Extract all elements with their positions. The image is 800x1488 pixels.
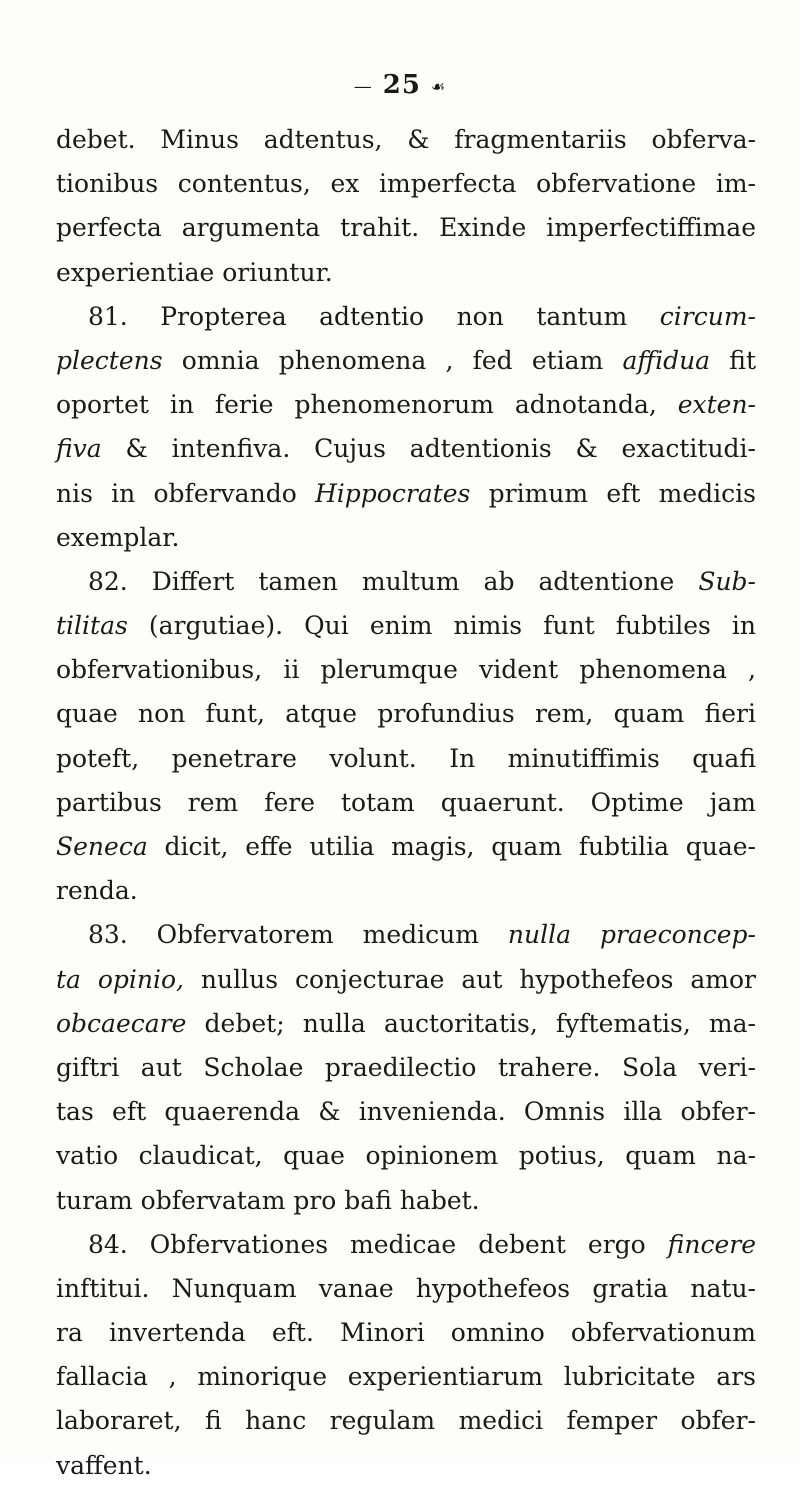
text-line: plectens omnia phenomena , fed etiam affidua fit bbox=[56, 345, 757, 375]
text-line: ta opinio, nullus conjecturae aut hypothefeos amor bbox=[56, 964, 756, 994]
text-line: obfervationibus, ii plerumque vident phenomena , bbox=[56, 655, 756, 685]
text-line: fiva & intenfiva. Cujus adtentionis & exactitudi- bbox=[56, 434, 756, 464]
text-line: 82. Differt tamen multum ab adtentione Sub- bbox=[88, 566, 756, 596]
page-number: 25 bbox=[382, 70, 421, 100]
header-dash: — bbox=[353, 75, 373, 97]
text-line: oportet in ferie phenomenorum adnotanda, exten- bbox=[56, 390, 756, 420]
header-ornament: ☙ bbox=[430, 76, 447, 96]
text-line: exemplar. bbox=[56, 522, 180, 552]
text-line: turam obfervatam pro bafi habet. bbox=[56, 1185, 480, 1215]
text-line: poteft, penetrare volunt. In minutiffimis quafi bbox=[56, 743, 756, 773]
text-line: debet. Minus adtentus, & fragmentariis obferva- bbox=[56, 125, 756, 154]
text-line: obcaecare debet; nulla auctoritatis, fyftematis, ma- bbox=[56, 1008, 756, 1038]
page-header bbox=[0, 70, 800, 100]
text-line: partibus rem fere totam quaerunt. Optime jam bbox=[56, 787, 756, 817]
text-line: perfecta argumenta trahit. Exinde imperfectiffimae bbox=[56, 213, 756, 243]
text-line: vaffent. bbox=[56, 1450, 152, 1480]
text-line: giftri aut Scholae praedilectio trahere. Sola veri- bbox=[56, 1052, 756, 1082]
text-line: renda. bbox=[56, 876, 138, 906]
text-line: quae non funt, atque profundius rem, quam fieri bbox=[56, 699, 756, 729]
text-line: tilitas (argutiae). Qui enim nimis funt fubtiles in bbox=[56, 611, 756, 641]
text-line: inftitui. Nunquam vanae hypothefeos gratia natu- bbox=[56, 1273, 756, 1303]
text-line: 84. Obfervationes medicae debent ergo fincere bbox=[88, 1229, 756, 1259]
body-text bbox=[56, 118, 756, 1488]
text-line: tionibus contentus, ex imperfecta obfervatione im- bbox=[56, 169, 756, 199]
text-line: nis in obfervando Hippocrates primum eft medicis bbox=[56, 478, 756, 508]
text-line: 83. Obfervatorem medicum nulla praeconcep- bbox=[88, 920, 756, 950]
text-line: Seneca dicit, effe utilia magis, quam fubtilia quae- bbox=[56, 832, 756, 861]
text-line: tas eft quaerenda & invenienda. Omnis illa obfer- bbox=[56, 1097, 756, 1127]
text-line: 81. Propterea adtentio non tantum circum- bbox=[88, 301, 756, 331]
text-line: vatio claudicat, quae opinionem potius, quam na- bbox=[56, 1141, 756, 1171]
text-line: laboraret, fi hanc regulam medici femper obfer- bbox=[56, 1406, 756, 1436]
text-line: fallacia , minorique experientiarum lubricitate ars bbox=[56, 1362, 756, 1392]
text-line: ra invertenda eft. Minori omnino obfervationum bbox=[56, 1318, 756, 1348]
text-line: experientiae oriuntur. bbox=[56, 257, 333, 287]
